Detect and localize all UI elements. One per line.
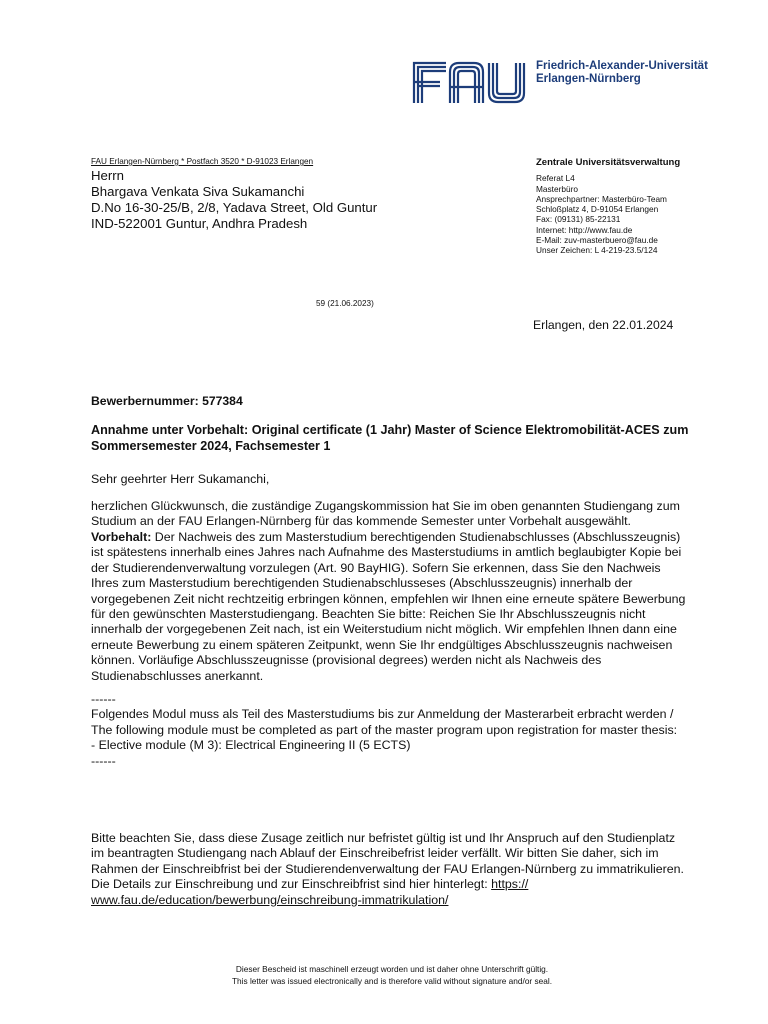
office-line: Unser Zeichen: L 4-219-23.5/124 [536, 245, 658, 256]
footer-notice [0, 963, 768, 987]
university-name [536, 60, 708, 86]
office-line: Ansprechpartner: Masterbüro-Team [536, 193, 667, 204]
university-name-line1: Friedrich-Alexander-Universität [536, 60, 708, 72]
office-line: Referat L4 [536, 173, 575, 184]
separator-bottom: ------ [91, 753, 116, 768]
paragraph-congratulations: herzlichen Glückwunsch, die zuständige Zugangskommission hat Sie im oben genannten Studiengang zum Studium an der FAU Erlangen-Nürnberg für das kommende Semester unter Vorbehalt ausgewählt. [91, 499, 680, 529]
recipient-address [91, 168, 377, 232]
office-line: Masterbüro [536, 183, 578, 194]
recipient-name: Bhargava Venkata Siva Sukamanchi [91, 184, 305, 199]
enrollment-link[interactable]: https://​www.fau.de/education/bewerbung/einschreibung-immatrikulation/ [91, 877, 529, 907]
paragraph-reservation [91, 530, 691, 684]
enrollment-text: Bitte beachten Sie, dass diese Zusage zeitlich nur befristet gültig ist und Ihr Anspruch auf den Studienplatz im beantragten Studiengang nach Ablauf der Einschreibefrist leider verfällt. Wir bitten Sie daher, sich im Rahmen der Einschreibfrist bei der Studierendenverwaltung der FAU Erlangen-Nürnberg zu immatrikulieren. Die Details zur Einschreibung und zur Einschreibfrist sind hier hinterlegt: [91, 831, 684, 892]
office-title: Zentrale Universitätsverwaltung [536, 157, 681, 168]
sender-address-line: FAU Erlangen-Nürnberg * Postfach 3520 * D-91023 Erlangen [91, 157, 314, 166]
recipient-salutation: Herrn [91, 168, 124, 183]
reservation-label: Vorbehalt: [91, 530, 152, 544]
office-line: Schloßplatz 4, D-91054 Erlangen [536, 204, 659, 215]
footer-line-de: Dieser Bescheid ist maschinell erzeugt worden und ist daher ohne Unterschrift gültig. [235, 964, 549, 974]
separator-top: ------ [91, 692, 116, 706]
letter-date: Erlangen, den 22.01.2024 [533, 318, 674, 332]
letter-subject: Annahme unter Vorbehalt: Original certificate (1 Jahr) Master of Science Elektromobilität-ACES zum Sommersemester 2024, Fachsemester 1 [91, 423, 689, 453]
fau-logo-mark [412, 60, 528, 104]
module-intro: Folgendes Modul muss als Teil des Masterstudiums bis zur Anmeldung der Masterarbeit erbracht werden / The following module must be completed as part of the master program upon registration for master thesis: [91, 707, 678, 737]
office-line: Fax: (09131) 85-22131 [536, 214, 621, 225]
module-item: - Elective module (M 3): Electrical Engineering II (5 ECTS) [91, 738, 411, 753]
office-info [536, 158, 680, 256]
footer-line-en: This letter was issued electronically and is therefore valid without signature and/or seal. [231, 976, 553, 986]
paragraph-enrollment [91, 831, 691, 908]
university-name-line2: Erlangen-Nürnberg [536, 73, 641, 85]
reference-code: 59 (21.06.2023) [316, 299, 374, 308]
applicant-number: Bewerbernummer: 577384 [91, 394, 243, 408]
university-logo [412, 60, 722, 106]
module-requirement [91, 692, 691, 769]
office-line: Internet: http://www.fau.de [536, 224, 633, 235]
letter-salutation: Sehr geehrter Herr Sukamanchi, [91, 472, 270, 486]
recipient-city: IND-522001 Guntur, Andhra Pradesh [91, 216, 308, 231]
office-line: E-Mail: zuv-masterbuero@fau.de [536, 235, 658, 246]
recipient-street: D.No 16-30-25/B, 2/8, Yadava Street, Old Guntur [91, 200, 378, 215]
reservation-text: Der Nachweis des zum Masterstudium berechtigenden Studienabschlusses (Abschlusszeugnis) ist spätestens innerhalb eines Jahres nach Aufnahme des Masterstudiums in amtlich beglaubigter Kopie bei der Studierendenverwaltung vorzulegen (Art. 90 BayHIG). Sofern Sie erkennen, dass Sie den Nachweis Ihres zum Masterstudium berechtigenden Studienabschlusseses (Abschlusszeugnis) innerhalb der vorgegebenen Zeit nicht rechtzeitig erbringen können, empfehlen wir Ihnen eine erneute spätere Bewerbung für den gewünschten Masterstudiengang. Beachten Sie bitte: Reichen Sie Ihr Abschlusszeugnis nicht innerhalb der vorgegebenen Zeit nach, ist ein Weiterstudium nicht möglich. Wir empfehlen Ihnen dann eine erneute Bewerbung zu einem späteren Zeitpunkt, wenn Sie Ihr endgültiges Abschlusszeugnis nachweisen können. Vorläufige Abschlusszeugnisse (provisional degrees) werden nicht als Nachweis des Studienabschlusses anerkannt. [91, 530, 686, 683]
